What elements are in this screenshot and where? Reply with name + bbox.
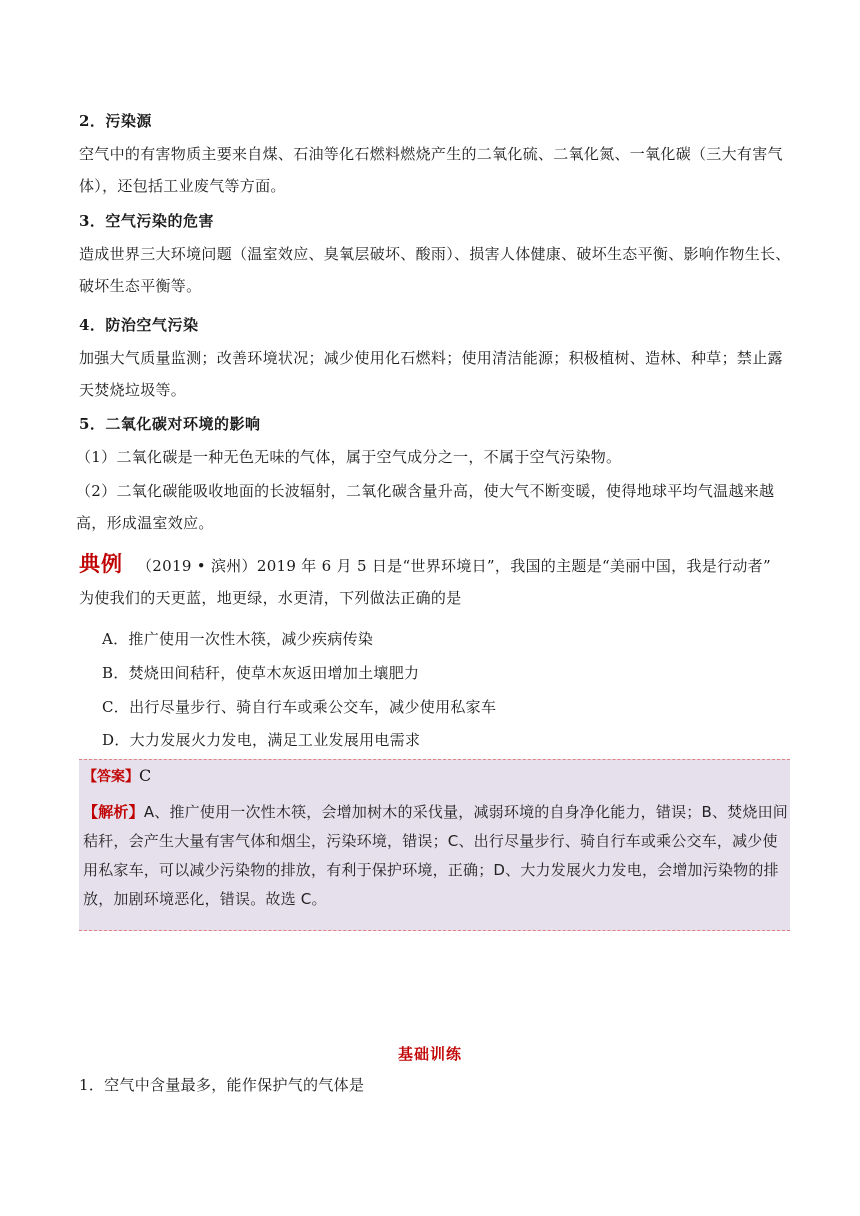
heading-prevention: 4．防治空气污染 xyxy=(79,316,199,334)
answer-value: C xyxy=(139,766,152,785)
option-d: D．大力发展火力发电，满足工业发展用电需求 xyxy=(102,731,421,749)
example-question-text: （2019 • 滨州）2019 年 6 月 5 日是“世界环境日”，我国的主题是“美丽中国，我是行动者” 为使我们的天更蓝，地更绿，水更清，下列做法正确的是 xyxy=(79,557,771,607)
analysis-body: A、推广使用一次性木筷，会增加树木的采伐量，减弱环境的自身净化能力，错误；B、焚烧田间秸秆，会产生大量有害气体和烟尘，污染环境，错误；C、出行尽量步行、骑自行车或乘公交车，减少使用私家车，可以减少污染物的排放，有利于保护环境，正确；D、大力发展火力发电，会增加污染物的排放，加剧环境恶化，错误。故选 C。 xyxy=(83,803,788,908)
answer-box xyxy=(79,759,790,931)
option-a: A．推广使用一次性木筷，减少疾病传染 xyxy=(102,630,374,648)
option-c: C．出行尽量步行、骑自行车或乘公交车，减少使用私家车 xyxy=(102,698,497,716)
co2-item-1: （1）二氧化碳是一种无色无味的气体，属于空气成分之一，不属于空气污染物。 xyxy=(76,448,622,466)
analysis-text xyxy=(83,798,788,914)
heading-pollution-harm: 3．空气污染的危害 xyxy=(79,212,214,230)
paragraph-pollution-harm: 造成世界三大环境问题（温室效应、臭氧层破坏、酸雨）、损害人体健康、破坏生态平衡、影响作物生长、破坏生态平衡等。 xyxy=(79,245,791,295)
heading-co2-effect: 5．二氧化碳对环境的影响 xyxy=(79,415,261,433)
option-b: B．焚烧田间秸秆，使草木灰返田增加土壤肥力 xyxy=(102,664,420,682)
example-question xyxy=(79,548,791,614)
answer-line xyxy=(83,766,151,786)
analysis-tag: 【解析】 xyxy=(83,803,144,821)
answer-tag: 【答案】 xyxy=(83,769,139,785)
heading-pollution-source: 2．污染源 xyxy=(79,112,152,130)
paragraph-pollution-source: 空气中的有害物质主要来自煤、石油等化石燃料燃烧产生的二氧化硫、二氧化氮、一氧化碳（三大有害气体），还包括工业废气等方面。 xyxy=(79,145,783,195)
co2-item-2: （2）二氧化碳能吸收地面的长波辐射，二氧化碳含量升高，使大气不断变暖，使得地球平均气温越来越高，形成温室效应。 xyxy=(76,482,775,532)
question-1: 1．空气中含量最多，能作保护气的气体是 xyxy=(79,1076,365,1094)
example-tag: 典例 xyxy=(79,551,123,576)
paragraph-prevention: 加强大气质量监测；改善环境状况；减少使用化石燃料；使用清洁能源；积极植树、造林、种草；禁止露天焚烧垃圾等。 xyxy=(79,349,783,399)
section-title-basic-training: 基础训练 xyxy=(397,1045,462,1063)
